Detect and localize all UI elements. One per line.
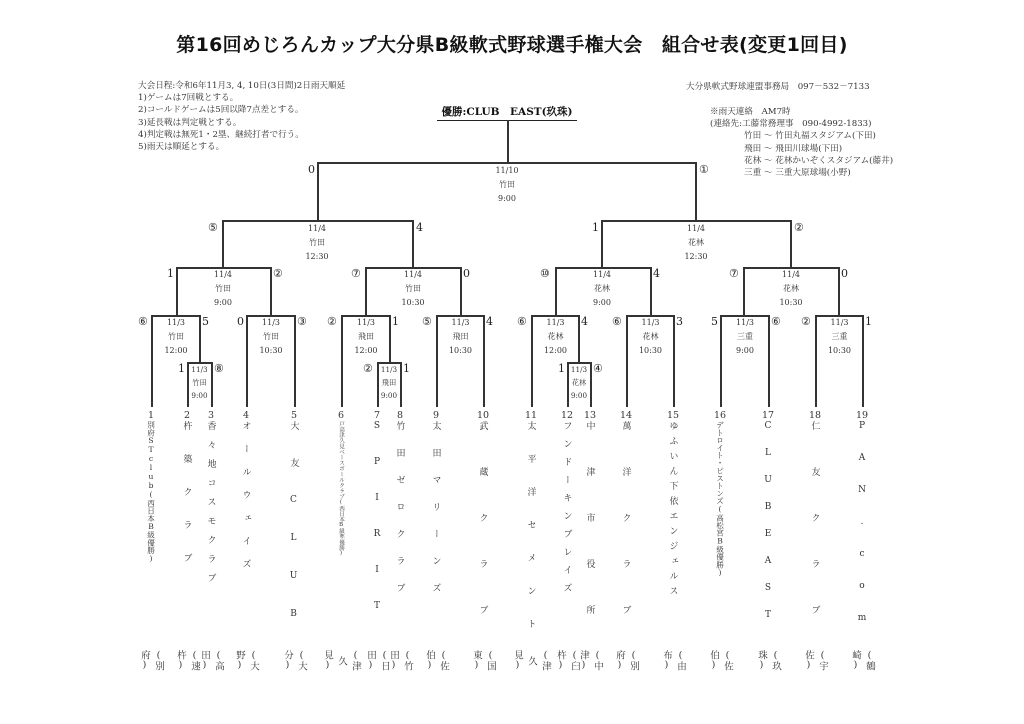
game-r1-6 <box>627 316 674 358</box>
score-left: 5 <box>711 315 718 328</box>
game-time: 9:00 <box>214 298 232 307</box>
bracket-line <box>211 362 213 407</box>
team-entry <box>803 410 828 671</box>
score-left: ⑩ <box>540 267 550 280</box>
team-region: (佐伯) <box>424 650 449 671</box>
score-right: ③ <box>297 315 307 328</box>
champion-label: 優勝:CLUB EAST(玖珠) <box>437 104 577 121</box>
score-left: 1 <box>558 362 565 375</box>
team-number: 7 <box>373 410 381 421</box>
score-right: ⑥ <box>771 315 781 328</box>
team-name: 香々地コスモクラブ <box>205 421 216 592</box>
team-name: 太平洋セメント <box>525 421 536 652</box>
score-right: ② <box>794 221 804 234</box>
team-number: 2 <box>183 410 191 421</box>
team-name: 仁友クラブ <box>809 421 820 651</box>
team-number: 12 <box>560 410 574 421</box>
team-number: 19 <box>855 410 869 421</box>
game-r1-4 <box>437 316 484 358</box>
team-region: (大野) <box>234 650 259 671</box>
game-date: 11/4 <box>687 224 705 233</box>
team-region: (宇佐) <box>803 650 828 671</box>
score-right: ④ <box>593 362 603 375</box>
score-left: ② <box>327 315 337 328</box>
team-name: 杵築クラブ <box>181 421 192 586</box>
score-right: 1 <box>403 362 410 375</box>
score-left: 1 <box>592 221 599 234</box>
bracket-line <box>590 362 592 407</box>
bracket-line <box>507 120 509 162</box>
team-name: PAN.com <box>857 421 867 645</box>
team-region: (高田) <box>199 650 224 671</box>
team-name: 中津市役所 <box>584 421 595 651</box>
office-contact: 大分県軟式野球連盟事務局 097－532－7133 <box>686 82 870 92</box>
team-number: 1 <box>147 410 155 421</box>
game-venue: 竹田 <box>192 378 207 387</box>
game-venue: 竹田 <box>405 284 421 293</box>
team-region: (鶴崎) <box>850 650 875 671</box>
game-date: 11/4 <box>214 270 232 279</box>
game-date: 11/3 <box>736 318 754 327</box>
game-time: 9:00 <box>498 194 516 203</box>
team-entry <box>388 410 413 671</box>
bracket-line <box>412 220 414 267</box>
score-left: ⑤ <box>208 221 218 234</box>
game-date: 11/3 <box>380 365 398 374</box>
game-time: 12:30 <box>684 252 708 261</box>
game-date: 11/3 <box>546 318 565 327</box>
score-right: 1 <box>392 315 399 328</box>
game-qf4 <box>761 268 821 310</box>
score-left: ⑥ <box>612 315 622 328</box>
rule-note: 5)雨天は順延とする。 <box>138 142 225 153</box>
score-right: 4 <box>486 315 493 328</box>
score-right: ⑧ <box>214 362 224 375</box>
game-venue: 花林 <box>688 238 704 247</box>
score-right: 1 <box>865 315 872 328</box>
game-r1-5 <box>532 316 579 358</box>
score-left: 0 <box>308 163 315 176</box>
game-pre-2 <box>378 363 400 402</box>
team-region: (大分) <box>282 650 307 671</box>
score-right: 0 <box>841 267 848 280</box>
score-right: 4 <box>416 221 423 234</box>
tournament-notes <box>138 80 345 153</box>
score-right: 4 <box>581 315 588 328</box>
game-venue: 花林 <box>547 332 564 341</box>
game-date: 11/3 <box>830 318 849 327</box>
team-region: (玖珠) <box>756 650 781 671</box>
team-name: 武蔵クラブ <box>477 421 488 651</box>
team-entry <box>555 410 580 671</box>
team-entry <box>424 410 449 671</box>
team-region: (由布) <box>661 650 686 671</box>
game-time: 10:30 <box>259 346 283 355</box>
venue-item: 竹田 ～ 竹田丸福スタジアム(下田) <box>744 131 876 142</box>
game-time: 10:30 <box>401 298 425 307</box>
score-left: ⑥ <box>138 315 148 328</box>
game-time: 9:00 <box>593 298 611 307</box>
game-date: 11/10 <box>495 166 519 175</box>
team-entry <box>199 410 224 671</box>
score-left: ⑥ <box>517 315 527 328</box>
game-pre-1 <box>188 363 211 402</box>
game-r1-8 <box>816 316 863 358</box>
score-left: 1 <box>178 362 185 375</box>
game-time: 12:00 <box>543 346 568 355</box>
team-region: (佐伯) <box>708 650 733 671</box>
game-venue: 竹田 <box>168 332 184 341</box>
game-date: 11/4 <box>782 270 800 279</box>
venue-item: 三重 ～ 三重大原球場(小野) <box>744 168 851 179</box>
game-semi-right <box>656 222 736 264</box>
bracket-line <box>695 162 697 220</box>
game-time: 10:30 <box>638 346 663 355</box>
team-name: フンドーキンブレイズ <box>561 421 572 601</box>
team-entry <box>512 410 551 671</box>
score-left: ② <box>363 362 373 375</box>
game-final <box>467 164 547 206</box>
team-number: 10 <box>476 410 490 421</box>
bracket-line <box>460 267 462 315</box>
game-qf3 <box>572 268 632 310</box>
rain-contact-person: (連絡先:工藤常務理事 090-4992-1833) <box>710 119 872 130</box>
team-region: (速杵) <box>175 650 200 671</box>
game-time: 12:30 <box>305 252 329 261</box>
score-right: ② <box>273 267 283 280</box>
rule-note: 2)コールドゲームは5回以降7点差とする。 <box>138 105 304 116</box>
team-region: (日田) <box>365 650 390 671</box>
score-right: ① <box>699 163 709 176</box>
venue-item: 花林 ～ 花林かいぞくスタジアム(藤井) <box>744 155 894 166</box>
team-entry <box>614 410 639 671</box>
game-r1-2 <box>247 316 295 358</box>
game-r1-1 <box>152 316 200 358</box>
team-entry <box>756 410 781 671</box>
rule-note: 4)判定戦は無死1・2塁、継続打者で行う。 <box>138 129 304 140</box>
score-right: 0 <box>463 267 470 280</box>
team-entry <box>850 410 875 671</box>
bracket-line <box>555 267 557 315</box>
team-name: CLUBEAST <box>763 421 773 637</box>
game-venue: 花林 <box>571 378 587 387</box>
game-venue: 飛田 <box>358 332 374 341</box>
team-region: (別府) <box>139 650 164 671</box>
team-region: (津久見) <box>322 650 361 671</box>
score-left: 1 <box>167 267 174 280</box>
game-date: 11/3 <box>570 365 588 374</box>
game-time: 10:30 <box>448 346 473 355</box>
team-region: (竹田) <box>388 650 413 671</box>
game-time: 9:00 <box>736 346 754 355</box>
game-date: 11/3 <box>451 318 470 327</box>
team-region: (別府) <box>614 650 639 671</box>
game-date: 11/3 <box>641 318 660 327</box>
team-entry <box>175 410 200 671</box>
game-venue: 花林 <box>783 284 799 293</box>
bracket-line <box>176 267 178 315</box>
bracket-line <box>838 267 840 315</box>
game-date: 11/3 <box>167 318 185 327</box>
game-qf1 <box>193 268 253 310</box>
team-name: オールウェイズ <box>240 421 251 582</box>
score-right: 5 <box>202 315 209 328</box>
game-qf2 <box>383 268 443 310</box>
team-number: 9 <box>432 410 440 421</box>
team-name: SPIRIT <box>372 421 382 637</box>
game-pre-3 <box>568 363 590 402</box>
schedule-note: 大会日程:令和6年11月3, 4, 10日(3日間)2日雨天順延 <box>138 81 346 91</box>
team-region: (臼杵) <box>555 650 580 671</box>
game-venue: 竹田 <box>309 238 325 247</box>
team-name: 戸高津久見ベースボールクラブ(西日本B級準優勝) <box>338 421 344 557</box>
score-right: 3 <box>676 315 683 328</box>
game-time: 10:30 <box>827 346 852 355</box>
team-entry <box>139 410 164 671</box>
team-entry <box>282 410 307 671</box>
team-region: (国東) <box>471 650 496 671</box>
game-venue: 三重 <box>737 332 753 341</box>
game-date: 11/4 <box>308 224 326 233</box>
team-entry <box>471 410 496 671</box>
bracket-line <box>601 220 603 267</box>
game-date: 11/3 <box>357 318 375 327</box>
team-entry <box>322 410 361 671</box>
game-venue: 竹田 <box>215 284 231 293</box>
rain-contact <box>710 106 893 179</box>
bracket-line <box>400 362 402 407</box>
team-number: 11 <box>524 410 538 421</box>
game-time: 12:00 <box>354 346 378 355</box>
team-number: 15 <box>666 410 680 421</box>
game-venue: 花林 <box>594 284 610 293</box>
game-venue: 飛田 <box>381 378 397 387</box>
game-venue: 竹田 <box>499 180 515 189</box>
bracket-line <box>790 220 792 267</box>
score-left: ⑦ <box>729 267 739 280</box>
team-number: 5 <box>290 410 298 421</box>
score-left: 0 <box>237 315 244 328</box>
team-name: 萬洋クラブ <box>620 421 631 651</box>
team-name: 別府STclub(西日本B級優勝) <box>146 421 156 563</box>
game-venue: 竹田 <box>263 332 279 341</box>
team-name: 太田マリーンズ <box>430 421 441 610</box>
team-region: (中津) <box>578 650 603 671</box>
team-number: 6 <box>337 410 345 421</box>
bracket-line <box>317 162 319 220</box>
team-entry <box>708 410 733 671</box>
game-r1-7 <box>721 316 769 358</box>
team-entry <box>661 410 686 671</box>
game-time: 10:30 <box>779 298 803 307</box>
venue-item: 飛田 ～ 飛田川球場(下田) <box>744 143 843 154</box>
game-time: 12:00 <box>164 346 188 355</box>
score-left: ⑦ <box>351 267 361 280</box>
bracket-line <box>650 267 652 315</box>
team-name: 竹田ゼロクラブ <box>394 421 405 610</box>
team-number: 3 <box>207 410 215 421</box>
score-right: 4 <box>653 267 660 280</box>
page-title: 第16回めじろんカップ大分県B級軟式野球選手権大会 組合せ表(変更1回目) <box>176 34 848 56</box>
team-number: 4 <box>242 410 250 421</box>
team-entry <box>234 410 259 671</box>
team-number: 18 <box>808 410 822 421</box>
team-number: 14 <box>619 410 633 421</box>
rule-note: 1)ゲームは7回戦とする。 <box>138 93 239 104</box>
game-date: 11/3 <box>191 365 208 374</box>
bracket-line <box>270 267 272 315</box>
score-left: ② <box>801 315 811 328</box>
rule-note: 3)延長戦は判定戦とする。 <box>138 117 242 128</box>
score-left: ⑤ <box>422 315 432 328</box>
team-number: 8 <box>396 410 404 421</box>
team-entry <box>578 410 603 671</box>
bracket-line <box>743 267 745 315</box>
game-time: 9:00 <box>570 391 588 400</box>
bracket-line <box>222 220 224 267</box>
game-time: 9:00 <box>380 391 398 400</box>
game-venue: 花林 <box>642 332 659 341</box>
team-name: ゆふいん下依エンジェルス <box>667 421 678 601</box>
game-r1-3 <box>342 316 390 358</box>
team-entry <box>365 410 390 671</box>
team-number: 17 <box>761 410 775 421</box>
team-number: 13 <box>583 410 597 421</box>
game-semi-left <box>277 222 357 264</box>
team-name: デトロイト・ピストンズ(高松宮B級優勝) <box>715 421 725 578</box>
rain-notice: ※雨天連絡 AM7時 <box>710 107 791 117</box>
team-name: 大友CLUB <box>288 421 299 647</box>
game-date: 11/4 <box>593 270 611 279</box>
game-venue: 飛田 <box>452 332 469 341</box>
team-region: (津久見) <box>512 650 551 671</box>
game-date: 11/4 <box>404 270 422 279</box>
game-date: 11/3 <box>262 318 280 327</box>
bracket-line <box>365 267 367 315</box>
game-time: 9:00 <box>191 391 208 400</box>
team-number: 16 <box>713 410 727 421</box>
game-venue: 三重 <box>831 332 848 341</box>
